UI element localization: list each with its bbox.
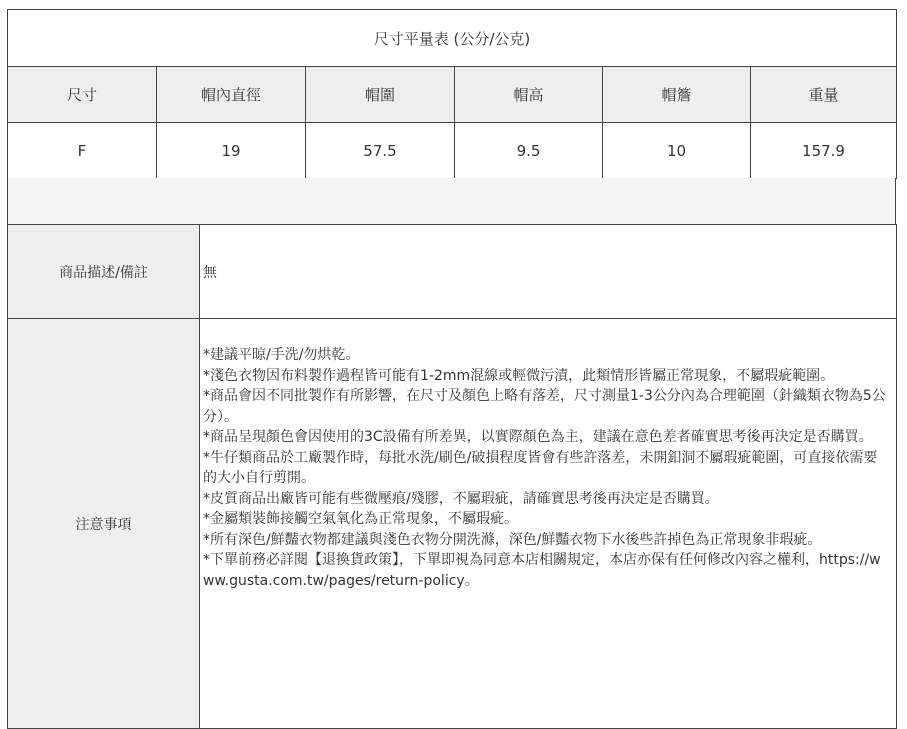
note-care: *建議平晾/手洗/勿烘乾。 [203,347,360,363]
cell-weight: 157.9 [751,123,897,179]
description-label: 商品描述/備註 [8,225,200,319]
description-value: 無 [200,225,897,319]
note-denim: *牛仔類商品於工廠製作時，每批水洗/刷色/破損程度皆會有些許落差，未開釦洞不屬瑕疵範圍，可直接依需要的大小自行剪開。 [203,449,878,486]
header-brim: 帽簷 [603,67,751,123]
notes-list [200,319,897,729]
notes-label: 注意事項 [8,319,200,729]
cell-circumference: 57.5 [306,123,455,179]
note-dark-color: *所有深色/鮮豔衣物都建議與淺色衣物分開洗滌，深色/鮮豔衣物下水後些許掉色為正常現象非瑕疵。 [203,531,822,548]
note-leather: *皮質商品出廠皆可能有些微壓痕/殘膠，不屬瑕疵，請確實思考後再決定是否購買。 [203,490,719,507]
cell-inner-diameter: 19 [157,123,306,179]
size-chart-row [8,123,897,179]
cell-brim: 10 [603,123,751,179]
note-return-policy: *下單前務必詳閱【退換貨政策】，下單即視為同意本店相關規定，本店亦保有任何修改內容之權利，https://www.gusta.com.tw/pages/return-policy。 [203,552,881,589]
size-chart-title: 尺寸平量表 (公分/公克) [8,10,897,67]
table-spacer [7,178,896,224]
header-inner-diameter: 帽內直徑 [157,67,306,123]
note-color-display: *商品呈現顏色會因使用的3C設備有所差異，以實際顏色為主，建議在意色差者確實思考後再決定是否購買。 [203,429,873,445]
note-light-color: *淺色衣物因布料製作過程皆可能有1-2mm混線或輕微污漬，此類情形皆屬正常現象，不屬瑕疵範圍。 [203,367,835,384]
header-size: 尺寸 [8,67,157,123]
header-circumference: 帽圍 [306,67,455,123]
notes-row [8,319,897,729]
description-row [8,225,897,319]
size-chart-header-row [8,67,897,123]
header-weight: 重量 [751,67,897,123]
header-height: 帽高 [455,67,603,123]
cell-size: F [8,123,157,179]
product-info-table [7,224,897,729]
note-size-variance: *商品會因不同批製作有所影響，在尺寸及顏色上略有落差，尺寸測量1-3公分內為合理範圍（針織類衣物為5公分）。 [203,388,886,425]
size-chart-table [7,9,897,179]
note-metal: *金屬類裝飾接觸空氣氧化為正常現象，不屬瑕疵。 [203,511,518,527]
cell-height: 9.5 [455,123,603,179]
